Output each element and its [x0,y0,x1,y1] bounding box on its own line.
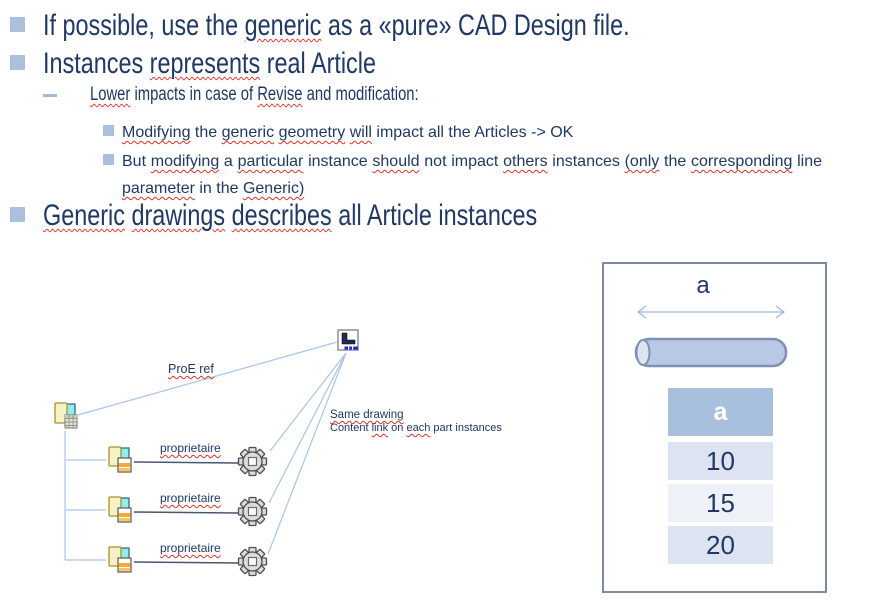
proprietaire-text: proprietaire [160,491,221,505]
text-segment: modifying [150,153,220,170]
instance-part-icon [106,546,134,573]
text-segment: a [219,153,238,170]
bullet-text [122,148,822,202]
family-table-rows [668,442,773,564]
text-segment: Modifying [122,124,191,141]
bullet-square-icon [10,17,25,32]
bullet-line-6 [10,198,677,234]
text-segment: the [659,153,691,170]
proprietaire-label [160,442,221,455]
text-segment: part instances [430,422,502,434]
text-segment: Generic [43,199,125,232]
instance-part-icon [106,446,134,473]
text-segment: others [503,153,548,170]
text-segment: geometry [278,124,346,141]
text-segment: each [406,422,431,434]
same-drawing-label [330,409,404,422]
proprietaire-text: proprietaire [160,541,221,555]
text-segment: Content [330,422,372,434]
text-segment: on [388,422,407,434]
text-segment: describes [231,199,332,232]
text-segment: in the [194,180,243,197]
text-segment: Generic) [242,180,305,197]
cylinder-shape [630,336,793,370]
text-segment: link [371,422,389,434]
text-segment: instance [303,153,373,170]
table-row: 10 [668,442,773,480]
generic-part-icon [52,402,80,431]
proprietaire-label [160,542,221,555]
text-segment: impacts in case of [130,84,258,105]
text-segment: Revise [257,84,303,105]
bullet-square-icon [10,207,25,222]
bullet-text [90,82,419,108]
text-segment: line [792,153,822,170]
proprietaire-label [160,492,221,505]
proe-ref-label [168,363,214,376]
text-segment: particular [237,153,304,170]
bullet-text [43,198,537,234]
text-segment: If possible, use the [43,9,245,42]
dash-bullet-icon [43,94,57,97]
bullet-square-icon [103,154,114,165]
text-segment: Same drawing [330,409,404,421]
text-segment: instances [547,153,625,170]
bullet-line-2 [10,46,470,82]
text-segment: and modification: [302,84,419,105]
text-segment: real Article [260,47,376,80]
bullet-square-icon [10,55,25,70]
table-row: 15 [668,484,773,522]
gear-icon [237,446,268,477]
text-segment: should [372,153,420,170]
text-segment: But [122,153,151,170]
proprietaire-text: proprietaire [160,441,221,455]
gear-icon [237,546,268,577]
text-segment: generic [221,124,275,141]
drawing-file-icon [337,329,360,352]
text-segment: Lower [90,84,131,105]
text-segment: impact all the Articles -> OK [371,124,574,141]
text-segment: parameter [122,180,195,197]
bullet-line-4 [103,119,868,146]
text-segment: the [190,124,222,141]
instance-part-icon [106,496,134,523]
content-link-label [330,422,502,435]
bullet-text [122,119,822,146]
text-segment: will [349,124,372,141]
dimension-arrow-icon [634,303,788,321]
text-segment: as a «pure» CAD Design file. [321,9,630,42]
bullet-text [43,8,630,44]
table-row: 20 [668,526,773,564]
bullet-line-5 [103,148,868,202]
text-segment: (only [624,153,660,170]
dimension-label: a [696,272,710,299]
bullet-line-1 [10,8,795,44]
text-segment: not impact [419,153,504,170]
text-segment: generic [244,9,322,42]
text-segment: drawings [131,199,226,232]
text-segment: corresponding [690,153,793,170]
gear-icon [237,496,268,527]
family-table-header: a [668,388,773,436]
bullet-square-icon [103,125,114,136]
text-segment: represents [149,47,261,80]
text-segment: Instances [43,47,150,80]
bullet-text [43,46,376,82]
family-table [668,388,773,568]
text-segment: ProE ref [168,362,214,376]
text-segment: all Article instances [331,199,538,232]
bullet-line-3 [43,82,511,108]
